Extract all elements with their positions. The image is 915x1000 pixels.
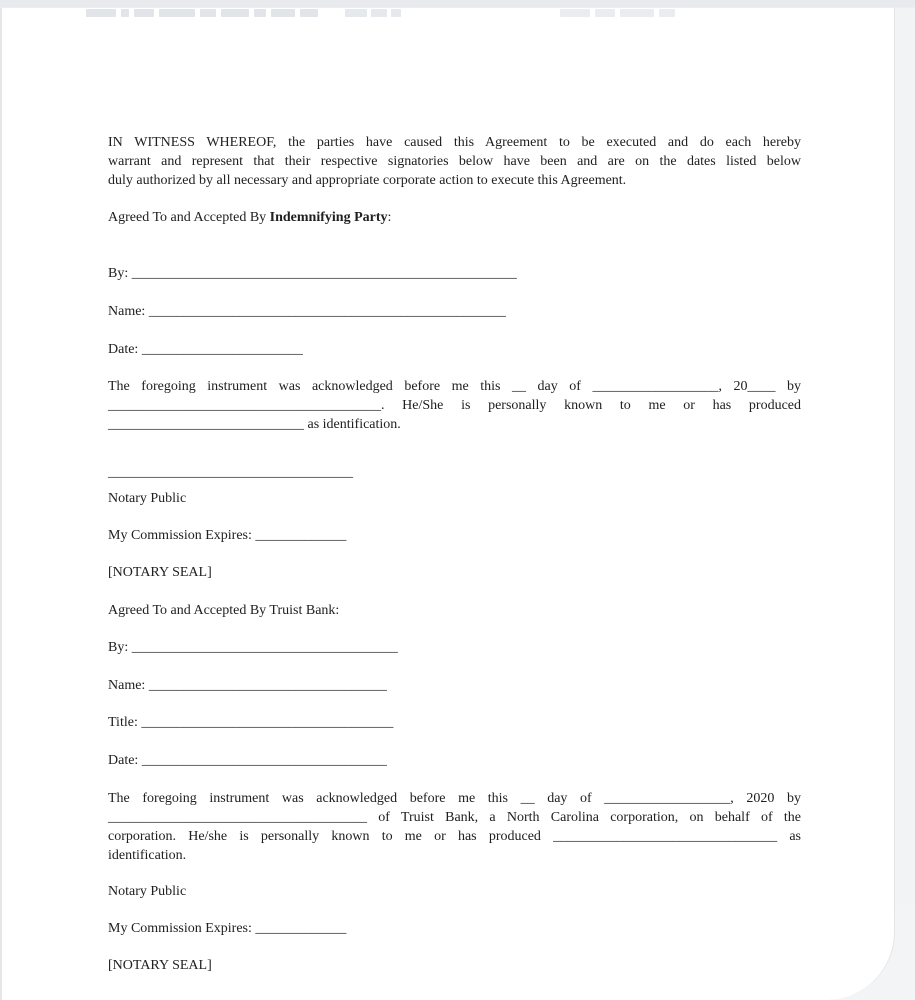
date-blank: Date: _______________________ [108,342,303,357]
acknowledgment-line: identification. [108,848,187,863]
viewer-top-edge [0,0,915,8]
agreed-indemnifying-heading [108,208,801,227]
clipped-text-remnant [345,8,405,17]
acknowledgment-line: _____________________________________ of Truist Bank, a North Carolina corporation, on behalf of the [108,810,801,825]
witness-paragraph-line: warrant and represent that their respective signatories below have been and are on the dates listed below [108,154,801,169]
commission-expires-blank: My Commission Expires: _____________ [108,921,347,936]
by-signature-blank: By: _______________________________________________________ [108,266,517,281]
acknowledgment-line: The foregoing instrument was acknowledged before me this __ day of __________________, 2020 by [108,791,801,806]
acknowledgment-line: _______________________________________. He/She is personally known to me or has produced [108,398,801,413]
clipped-text-remnant [86,8,323,17]
acknowledgment-line: ____________________________ as identification. [108,417,401,432]
witness-paragraph-line: duly authorized by all necessary and appropriate corporate action to execute this Agreement. [108,173,627,188]
name-blank: Name: ___________________________________________________ [108,304,506,319]
agreed-truist-heading: Agreed To and Accepted By Truist Bank: [108,603,340,618]
clipped-text-remnant [560,8,680,17]
agreed-suffix: : [387,210,392,225]
witness-paragraph-line: IN WITNESS WHEREOF, the parties have caused this Agreement to be executed and do each hereby [108,135,801,150]
by-signature-blank: By: ______________________________________ [108,640,398,655]
date-blank: Date: ___________________________________ [108,753,387,768]
notary-public-label: Notary Public [108,491,187,506]
notary-public-label: Notary Public [108,884,187,899]
commission-expires-blank: My Commission Expires: _____________ [108,528,347,543]
title-blank: Title: ____________________________________ [108,715,394,730]
agreed-prefix: Agreed To and Accepted By [108,210,270,225]
acknowledgment-line: The foregoing instrument was acknowledged before me this __ day of __________________, 20____ by [108,379,801,394]
notary-signature-blank: ___________________________________ [108,465,353,480]
indemnifying-party-label: Indemnifying Party [269,210,388,225]
notary-seal-placeholder: [NOTARY SEAL] [108,565,212,580]
acknowledgment-line: corporation. He/she is personally known to me or has produced ________________________________ as [108,829,801,844]
name-blank: Name: __________________________________ [108,678,387,693]
notary-seal-placeholder: [NOTARY SEAL] [108,958,212,973]
